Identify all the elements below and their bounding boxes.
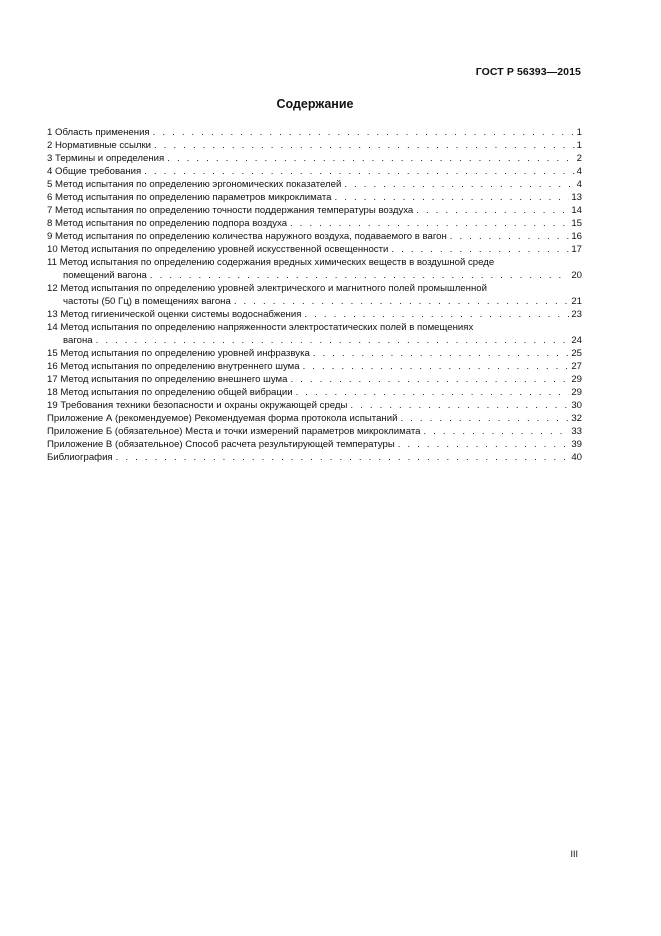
toc-entry[interactable] <box>47 178 582 191</box>
toc-entry-page: 14 <box>571 205 582 216</box>
toc-entry-title-line: 11 Метод испытания по определению содержания вредных химических веществ в воздушной среде <box>47 257 495 268</box>
toc-entry-line <box>47 438 582 451</box>
toc-entry-page: 30 <box>571 400 582 411</box>
toc-entry[interactable] <box>47 373 582 386</box>
toc-entry-line <box>47 230 582 243</box>
toc-entry-line <box>47 191 582 204</box>
toc-entry-line <box>47 412 582 425</box>
toc-entry-title: 6 Метод испытания по определению параметров микроклимата <box>47 192 332 203</box>
toc-entry-title: Библиография <box>47 452 113 463</box>
toc-leader-dots <box>231 295 570 308</box>
toc-entry-title: 9 Метод испытания по определению количества наружного воздуха, подаваемого в вагон <box>47 231 447 242</box>
toc-leader-dots <box>150 126 575 139</box>
toc-entry[interactable] <box>47 321 582 347</box>
toc-entry[interactable] <box>47 256 582 282</box>
toc-entry-line <box>47 334 582 347</box>
toc-entry-title: помещений вагона <box>63 270 147 281</box>
table-of-contents <box>47 126 582 464</box>
toc-entry[interactable] <box>47 282 582 308</box>
toc-entry-page: 29 <box>571 374 582 385</box>
toc-entry-page: 16 <box>571 231 582 242</box>
toc-entry-line <box>47 165 582 178</box>
toc-entry-page: 39 <box>571 439 582 450</box>
toc-entry-page: 27 <box>571 361 582 372</box>
toc-entry-page: 1 <box>576 140 582 151</box>
toc-leader-dots <box>420 425 569 438</box>
toc-entry[interactable] <box>47 347 582 360</box>
toc-entry-page: 4 <box>576 179 582 190</box>
toc-entry[interactable] <box>47 165 582 178</box>
toc-entry-line <box>47 386 582 399</box>
toc-entry[interactable] <box>47 399 582 412</box>
toc-entry-line <box>47 360 582 373</box>
page-number: III <box>570 849 578 859</box>
toc-entry[interactable] <box>47 438 582 451</box>
toc-entry-line <box>47 126 582 139</box>
toc-entry-page: 17 <box>571 244 582 255</box>
toc-leader-dots <box>341 178 574 191</box>
toc-leader-dots <box>310 347 570 360</box>
toc-entry-line <box>47 139 582 152</box>
toc-entry-line <box>47 295 582 308</box>
toc-entry-title: Приложение В (обязательное) Способ расчета результирующей температуры <box>47 439 395 450</box>
toc-entry-page: 15 <box>571 218 582 229</box>
toc-entry-page: 13 <box>571 192 582 203</box>
toc-entry-line <box>47 204 582 217</box>
toc-entry-title: 15 Метод испытания по определению уровней инфразвука <box>47 348 310 359</box>
toc-entry[interactable] <box>47 139 582 152</box>
toc-entry-line <box>47 451 582 464</box>
toc-entry-title: частоты (50 Гц) в помещениях вагона <box>63 296 231 307</box>
toc-entry-page: 25 <box>571 348 582 359</box>
toc-entry-line <box>47 152 582 165</box>
toc-leader-dots <box>151 139 575 152</box>
toc-entry-line <box>47 347 582 360</box>
toc-entry-line <box>47 399 582 412</box>
toc-entry-title: 10 Метод испытания по определению уровней искусственной освещенности <box>47 244 389 255</box>
toc-entry-line <box>47 269 582 282</box>
toc-entry[interactable] <box>47 451 582 464</box>
toc-entry[interactable] <box>47 243 582 256</box>
toc-entry[interactable] <box>47 152 582 165</box>
toc-entry-title: 5 Метод испытания по определению эргономических показателей <box>47 179 342 190</box>
toc-leader-dots <box>293 386 570 399</box>
toc-entry[interactable] <box>47 230 582 243</box>
toc-entry-line <box>47 243 582 256</box>
toc-leader-dots <box>113 451 570 464</box>
toc-leader-dots <box>332 191 570 204</box>
toc-entry-page: 33 <box>571 426 582 437</box>
toc-entry-title: вагона <box>63 335 93 346</box>
toc-entry-title: Приложение А (рекомендуемое) Рекомендуемая форма протокола испытаний <box>47 413 398 424</box>
toc-entry-line <box>47 217 582 230</box>
toc-entry-title: 16 Метод испытания по определению внутреннего шума <box>47 361 300 372</box>
toc-entry-title-line: 14 Метод испытания по определению напряженности электростатических полей в помещениях <box>47 322 474 333</box>
toc-entry[interactable] <box>47 386 582 399</box>
toc-entry-page: 29 <box>571 387 582 398</box>
toc-entry[interactable] <box>47 308 582 321</box>
toc-leader-dots <box>388 243 569 256</box>
toc-entry-page: 21 <box>571 296 582 307</box>
toc-entry-page: 23 <box>571 309 582 320</box>
toc-entry-title: 17 Метод испытания по определению внешнего шума <box>47 374 288 385</box>
toc-entry-title: 19 Требования техники безопасности и охраны окружающей среды <box>47 400 348 411</box>
toc-entry-title: 4 Общие требования <box>47 166 142 177</box>
toc-leader-dots <box>141 165 574 178</box>
toc-entry-page: 4 <box>576 166 582 177</box>
toc-leader-dots <box>413 204 569 217</box>
toc-entry[interactable] <box>47 425 582 438</box>
document-id: ГОСТ Р 56393—2015 <box>475 66 581 78</box>
toc-entry-page: 1 <box>576 127 582 138</box>
toc-entry[interactable] <box>47 204 582 217</box>
toc-leader-dots <box>287 373 569 386</box>
toc-entry-page: 40 <box>571 452 582 463</box>
toc-entry[interactable] <box>47 412 582 425</box>
toc-entry-page: 2 <box>576 153 582 164</box>
toc-leader-dots <box>147 269 569 282</box>
toc-entry-title: 3 Термины и определения <box>47 153 165 164</box>
toc-entry-title: 18 Метод испытания по определению общей вибрации <box>47 387 293 398</box>
toc-leader-dots <box>447 230 570 243</box>
toc-entry-title-line: 12 Метод испытания по определению уровней электрического и магнитного полей промышленной <box>47 283 487 294</box>
toc-entry-title: 8 Метод испытания по определению подпора воздуха <box>47 218 288 229</box>
toc-entry-title: 7 Метод испытания по определению точности поддержания температуры воздуха <box>47 205 414 216</box>
toc-leader-dots <box>287 217 569 230</box>
toc-entry-title: 2 Нормативные ссылки <box>47 140 152 151</box>
toc-entry-line <box>47 373 582 386</box>
toc-leader-dots <box>93 334 570 347</box>
toc-leader-dots <box>395 438 570 451</box>
toc-entry-page: 32 <box>571 413 582 424</box>
toc-leader-dots <box>347 399 569 412</box>
toc-entry-title: 13 Метод гигиенической оценки системы водоснабжения <box>47 309 302 320</box>
toc-leader-dots <box>300 360 570 373</box>
toc-entry[interactable] <box>47 191 582 204</box>
toc-entry-line <box>47 308 582 321</box>
toc-entry-title: 1 Область применения <box>47 127 150 138</box>
toc-entry-page: 24 <box>571 335 582 346</box>
toc-entry[interactable] <box>47 217 582 230</box>
page-title: Содержание <box>276 97 354 111</box>
toc-entry[interactable] <box>47 360 582 373</box>
toc-leader-dots <box>301 308 569 321</box>
toc-leader-dots <box>397 412 569 425</box>
toc-entry-title: Приложение Б (обязательное) Места и точки измерений параметров микроклимата <box>47 426 421 437</box>
toc-entry-page: 20 <box>571 270 582 281</box>
toc-leader-dots <box>164 152 574 165</box>
toc-entry[interactable] <box>47 126 582 139</box>
toc-entry-line <box>47 425 582 438</box>
toc-entry-line <box>47 178 582 191</box>
